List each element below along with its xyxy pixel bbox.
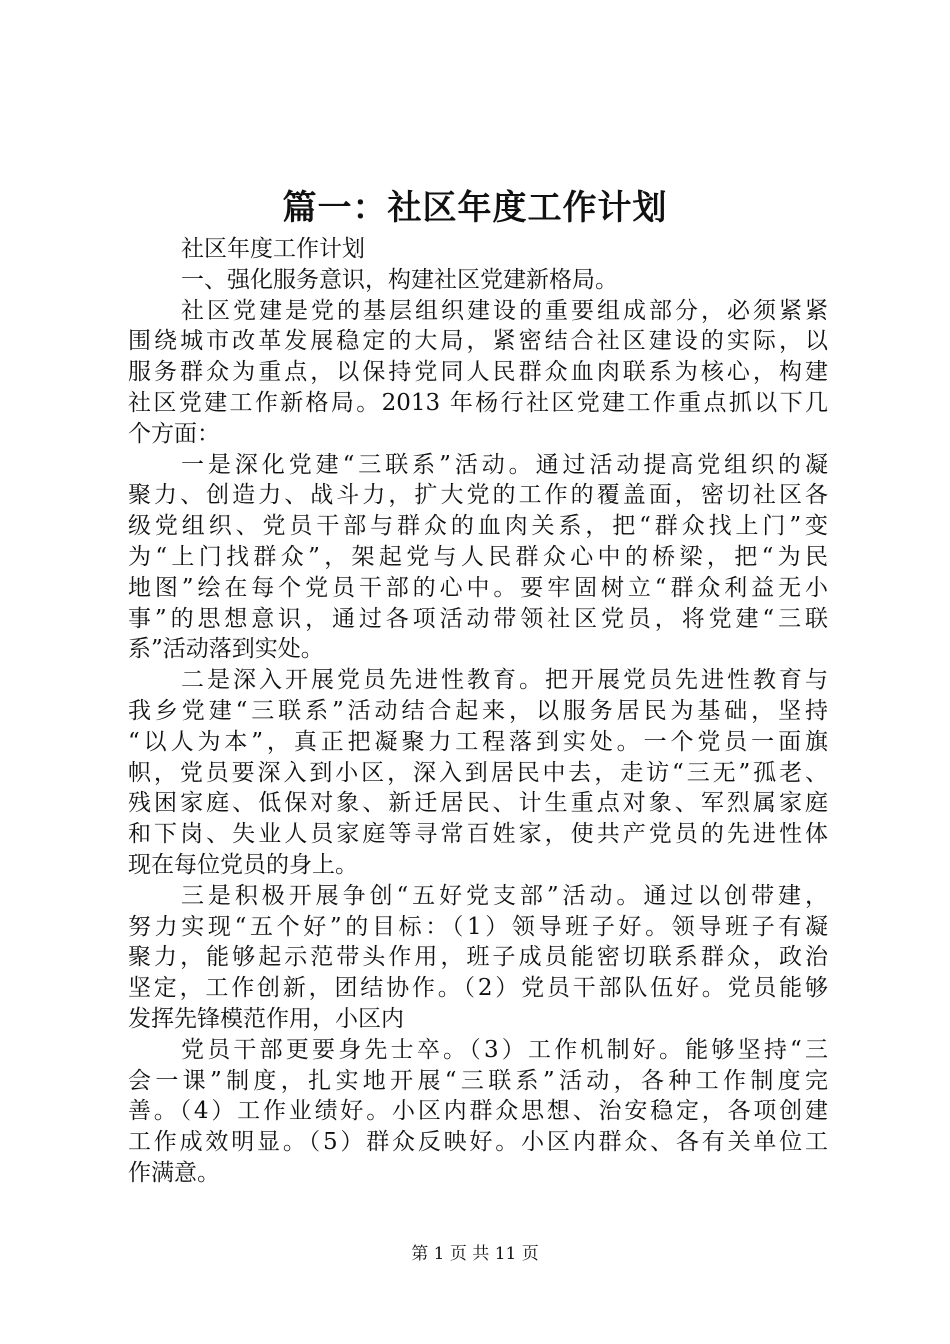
paragraph [128,450,828,666]
paragraph [128,265,828,296]
document-title: 篇一：社区年度工作计划 [282,188,668,228]
paragraph-line: 社区党建是党的基层组织建设的重要组成部分，必须紧紧 [181,297,828,324]
paragraph-line: 我乡党建“三联系”活动结合起来，以服务居民为基础，坚持 [128,697,828,724]
paragraph-line: 和下岗、失业人员家庭等寻常百姓家，使共产党员的先进性体 [128,821,828,848]
paragraph-line: 残困家庭、低保对象、新迁居民、计生重点对象、军烈属家庭 [128,790,828,817]
paragraph [128,1035,828,1189]
paragraph-line: 围绕城市改革发展稳定的大局，紧密结合社区建设的实际，以 [128,328,828,355]
paragraph-line: 一、强化服务意识，构建社区党建新格局。 [181,266,618,293]
page-footer: 第 1 页 共 11 页 [411,1244,539,1264]
paragraph-line: 善。（4）工作业绩好。小区内群众思想、治安稳定，各项创建 [128,1098,828,1125]
paragraph-line: 服务群众为重点，以保持党同人民群众血肉联系为核心，构建 [128,359,828,386]
paragraph-line: 一是深化党建“三联系”活动。通过活动提高党组织的凝 [181,451,828,478]
paragraph-line: 级党组织、党员干部与群众的血肉关系，把“群众找上门”变 [128,513,828,540]
paragraph-line: 个方面： [128,420,220,447]
paragraph-line: 系”活动落到实处。 [128,636,324,663]
paragraph-line: 党员干部更要身先士卒。（3）工作机制好。能够坚持“三 [181,1036,828,1063]
paragraph [128,296,828,450]
document-body [128,234,828,1189]
paragraph-line: 坚定，工作创新，团结协作。（2）党员干部队伍好。党员能够 [128,975,828,1002]
paragraph-line: 三是积极开展争创“五好党支部”活动。通过以创带建， [181,882,828,909]
paragraph-line: 社区党建工作新格局。2013 年杨行社区党建工作重点抓以下几 [128,389,828,416]
paragraph-line: 事”的思想意识，通过各项活动带领社区党员，将党建“三联 [128,605,828,632]
paragraph-line: 帜，党员要深入到小区，深入到居民中去，走访“三无”孤老、 [128,759,828,786]
paragraph-line: 聚力，能够起示范带头作用，班子成员能密切联系群众，政治 [128,944,828,971]
paragraph-line: 聚力、创造力、战斗力，扩大党的工作的覆盖面，密切社区各 [128,482,828,509]
paragraph-line: “以人为本”，真正把凝聚力工程落到实处。一个党员一面旗 [128,728,828,755]
paragraph-line: 二是深入开展党员先进性教育。把开展党员先进性教育与 [181,667,828,694]
paragraph-line: 工作成效明显。（5）群众反映好。小区内群众、各有关单位工 [128,1129,828,1156]
paragraph-line: 努力实现“五个好”的目标：（1）领导班子好。领导班子有凝 [128,913,828,940]
paragraph-line: 作满意。 [128,1159,220,1186]
paragraph-line: 发挥先锋模范作用，小区内 [128,1005,404,1032]
paragraph-line: 社区年度工作计划 [181,236,365,262]
paragraph-line: 为“上门找群众”，架起党与人民群众心中的桥梁，把“为民 [128,543,828,570]
paragraph-line: 会一课”制度，扎实地开展“三联系”活动，各种工作制度完 [128,1067,828,1094]
paragraph [128,881,828,1035]
paragraph [128,234,828,265]
paragraph [128,665,828,881]
paragraph-line: 现在每位党员的身上。 [128,851,358,878]
paragraph-line: 地图”绘在每个党员干部的心中。要牢固树立“群众利益无小 [128,574,828,601]
